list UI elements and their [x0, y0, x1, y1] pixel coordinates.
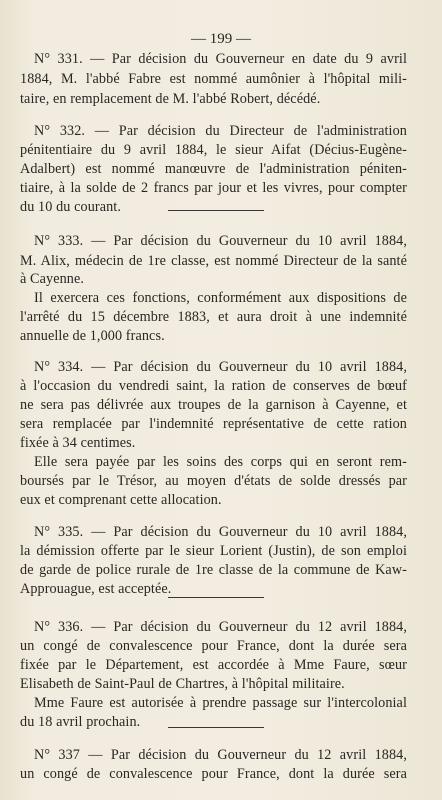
text-line: taire, en remplacement de M. l'abbé Robert, décédé.: [20, 91, 321, 107]
page-number: — 199 —: [191, 31, 251, 47]
text-line: un congé de convalescence pour France, dont la durée sera: [20, 638, 407, 654]
text-line: N° 332. — Par décision du Directeur de l'administration: [34, 123, 407, 139]
text-line: Elle sera payée par les soins des corps qui en seront rem-: [34, 454, 407, 470]
text-line: sera remplacée par l'indemnité représentative de cette ration: [20, 416, 407, 432]
text-line: l'arrêté du 15 décembre 1883, et aura droit à une indemnité: [20, 309, 407, 325]
text-line: du 10 du courant.: [20, 199, 121, 215]
text-line: fixée à 34 centimes.: [20, 435, 136, 451]
text-line: Adalbert) est nommé manœuvre de l'administration péniten-: [20, 161, 407, 177]
text-line: Elisabeth de Saint-Paul de Chartres, à l'hôpital militaire.: [20, 676, 345, 692]
text-line: du 18 avril prochain.: [20, 714, 141, 730]
text-line: boursés par le Trésor, au moyen d'états de solde dressés par: [20, 473, 407, 489]
text-line: de garde de police rurale de 1re classe de la commune de Kaw-: [20, 562, 407, 578]
text-line: eux et comprenant cette allocation.: [20, 492, 222, 508]
separator-rule: [168, 727, 264, 728]
text-line: tiaire, à la solde de 2 francs par jour et les vivres, pour compter: [20, 180, 407, 196]
text-line: pénitentiaire du 9 avril 1884, le sieur Aifat (Décius-Eugène-: [20, 142, 407, 158]
text-line: fixée par le Département, est accordée à Mme Faure, sœur: [20, 657, 407, 673]
text-line: Il exercera ces fonctions, conformément aux dispositions de: [34, 290, 407, 306]
text-line: N° 333. — Par décision du Gouverneur du 10 avril 1884,: [34, 233, 407, 249]
text-line: Mme Faure est autorisée à prendre passage sur l'intercolonial: [34, 695, 407, 711]
text-line: 1884, M. l'abbé Fabre est nommé aumônier à l'hôpital mili-: [20, 71, 407, 87]
text-line: N° 335. — Par décision du Gouverneur du 10 avril 1884,: [34, 524, 407, 540]
text-line: N° 336. — Par décision du Gouverneur du 12 avril 1884,: [34, 619, 407, 635]
text-line: N° 331. — Par décision du Gouverneur en date du 9 avril: [34, 51, 407, 67]
separator-rule: [168, 210, 264, 211]
text-line: N° 334. — Par décision du Gouverneur du 10 avril 1884,: [34, 359, 407, 375]
text-line: N° 337 — Par décision du Gouverneur du 12 avril 1884,: [34, 747, 407, 763]
text-line: ne sera pas délivrée aux troupes de la garnison à Cayenne, et: [20, 397, 407, 413]
text-line: à l'occasion du vendredi saint, la ration de conserves de bœuf: [20, 378, 407, 394]
text-line: un congé de convalescence pour France, dont la durée sera: [20, 766, 407, 782]
text-line: la démission offerte par le sieur Lorient (Justin), de son emploi: [20, 543, 407, 559]
text-line: Approuague, est acceptée.: [20, 581, 172, 597]
text-line: annuelle de 1,000 francs.: [20, 328, 165, 344]
text-line: à Cayenne.: [20, 271, 85, 287]
text-line: M. Alix, médecin de 1re classe, est nommé Directeur de la santé: [20, 253, 407, 269]
separator-rule: [168, 597, 264, 598]
